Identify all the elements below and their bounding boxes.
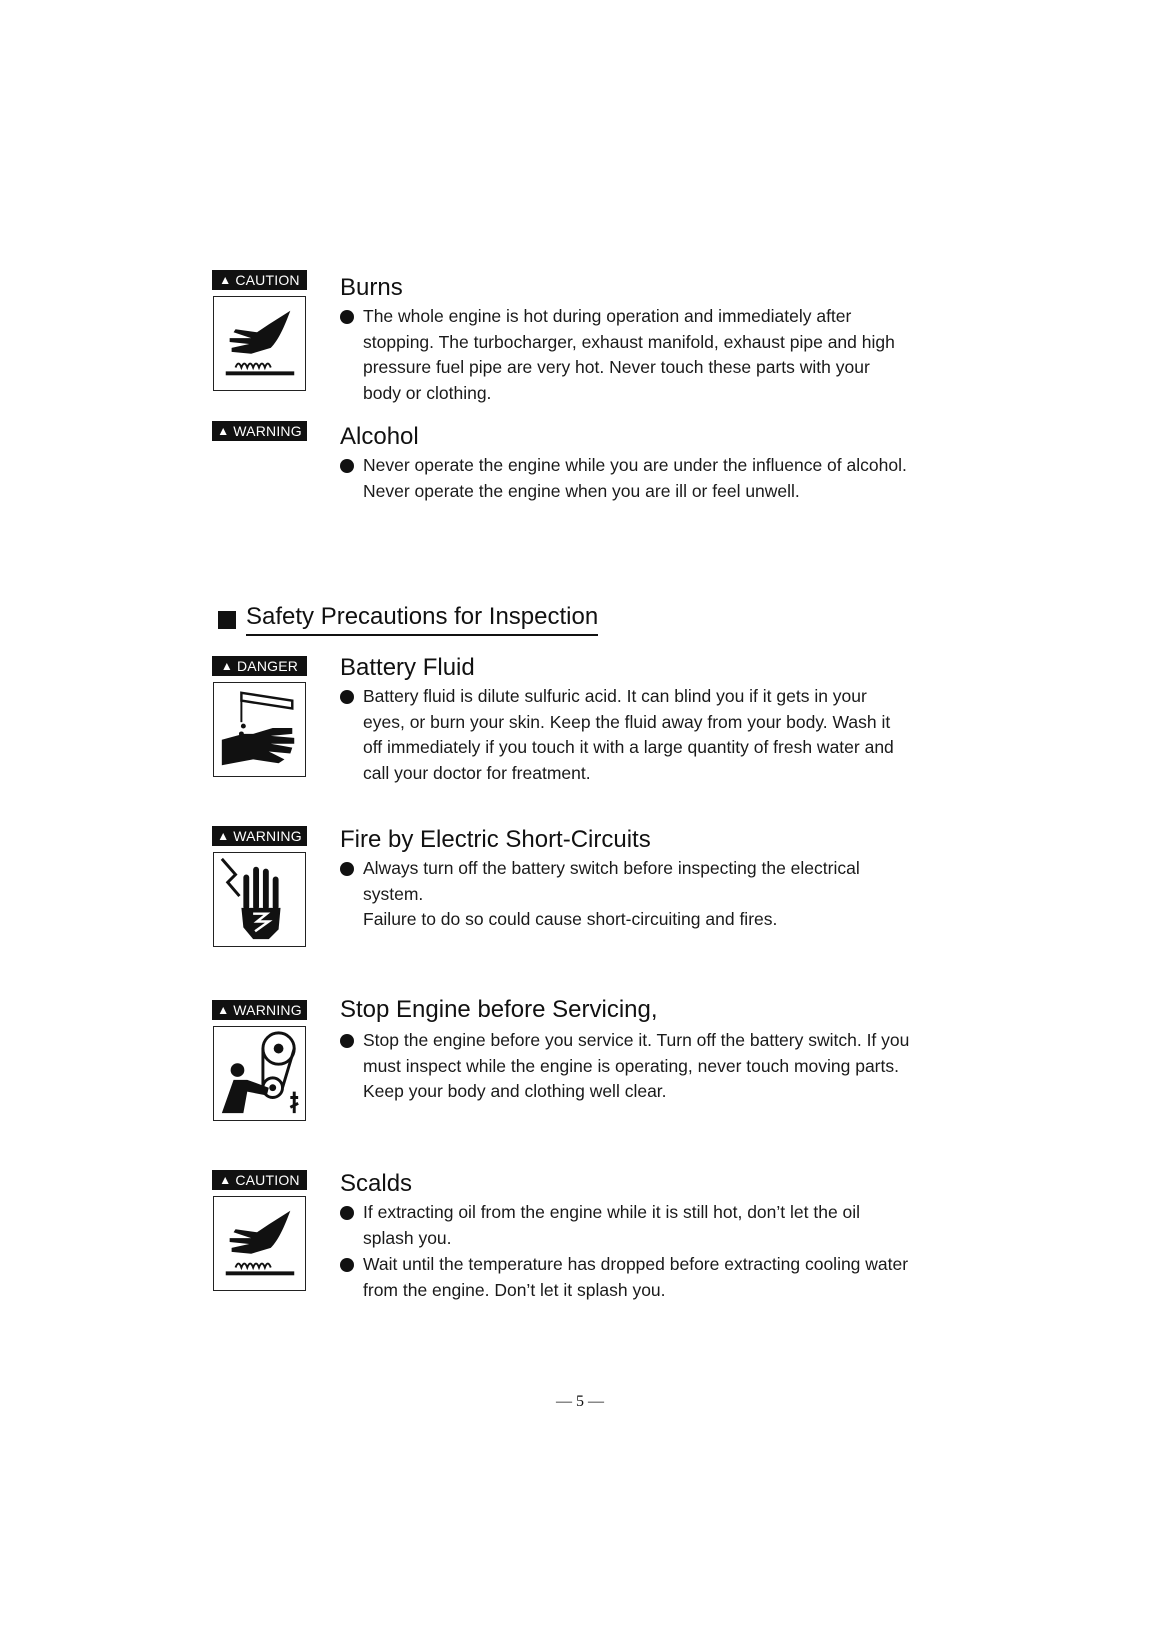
bullet-line: from the engine. Don’t let it splash you. (363, 1279, 666, 1300)
warning-triangle-icon: ▲ (217, 1003, 230, 1017)
scalds-bullet (340, 1200, 960, 1251)
hot-surface-hand-icon (213, 1196, 306, 1291)
alcohol-heading: Alcohol (340, 423, 419, 450)
bullet-line: The whole engine is hot during operation and immediately after (363, 306, 852, 326)
caution-label: ▲ CAUTION (212, 270, 307, 290)
bullet-line: body or clothing. (363, 382, 492, 403)
warning-triangle-icon: ▲ (219, 1173, 232, 1187)
bullet-dot (340, 1034, 354, 1048)
battery-fluid-bullet (340, 684, 960, 786)
warning-triangle-icon: ▲ (219, 273, 232, 287)
bullet-line: Never operate the engine when you are ill or feel unwell. (363, 480, 800, 501)
bullet-line: off immediately if you touch it with a large quantity of fresh water and (363, 737, 894, 757)
bullet-dot (340, 310, 354, 324)
stop-engine-heading: Stop Engine before Servicing, (340, 996, 658, 1023)
bullet-line: must inspect while the engine is operating, never touch moving parts. (363, 1055, 899, 1076)
electric-fire-heading: Fire by Electric Short-Circuits (340, 826, 651, 853)
bullet-line: system. (363, 883, 424, 904)
electric-fire-bullet (340, 856, 960, 933)
bullet-line: pressure fuel pipe are very hot. Never touch these parts with your (363, 357, 870, 377)
warning-label: ▲ WARNING (212, 1000, 307, 1020)
section-title (218, 603, 598, 636)
warning-label: ▲ WARNING (212, 826, 307, 846)
bullet-line: Keep your body and clothing well clear. (363, 1081, 667, 1101)
danger-label: ▲ DANGER (212, 656, 307, 676)
bullet-line: Never operate the engine while you are under the influence of alcohol. (363, 455, 907, 475)
belt-entanglement-icon (213, 1026, 306, 1121)
warning-label: ▲ WARNING (212, 421, 307, 441)
burns-heading: Burns (340, 274, 403, 301)
bullet-line: Failure to do so could cause short-circuiting and fires. (363, 909, 778, 929)
burns-bullet (340, 304, 960, 406)
square-bullet-icon (218, 611, 236, 629)
warning-triangle-icon: ▲ (220, 659, 233, 673)
bullet-line: stopping. The turbocharger, exhaust manifold, exhaust pipe and high (363, 331, 895, 352)
bullet-line: call your doctor for freatment. (363, 762, 591, 783)
hot-surface-hand-icon (213, 296, 306, 391)
page-number: — 5 — (556, 1393, 604, 1410)
warning-triangle-icon: ▲ (217, 424, 230, 438)
bullet-line: eyes, or burn your skin. Keep the fluid away from your body. Wash it (363, 711, 891, 732)
warning-triangle-icon: ▲ (217, 829, 230, 843)
bullet-dot (340, 862, 354, 876)
scalds-heading: Scalds (340, 1170, 413, 1197)
bullet-line: If extracting oil from the engine while it is still hot, don’t let the oil (363, 1202, 861, 1222)
electric-shock-hand-icon (213, 852, 306, 947)
bullet-dot (340, 1258, 354, 1272)
battery-fluid-heading: Battery Fluid (340, 654, 475, 681)
scalds-bullet (340, 1252, 960, 1303)
bullet-line: Battery fluid is dilute sulfuric acid. It can blind you if it gets in your (363, 686, 867, 706)
bullet-line: splash you. (363, 1227, 452, 1248)
alcohol-bullet (340, 453, 960, 504)
bullet-line: Wait until the temperature has dropped before extracting cooling water (363, 1254, 909, 1274)
section-title-text: Safety Precautions for Inspection (246, 603, 598, 636)
bullet-line: Stop the engine before you service it. Turn off the battery switch. If you (363, 1030, 910, 1050)
caution-label: ▲ CAUTION (212, 1170, 307, 1190)
acid-on-hand-icon (213, 682, 306, 777)
bullet-dot (340, 690, 354, 704)
bullet-dot (340, 459, 354, 473)
bullet-line: Always turn off the battery switch before inspecting the electrical (363, 858, 860, 878)
stop-engine-bullet (340, 1028, 960, 1105)
bullet-dot (340, 1206, 354, 1220)
